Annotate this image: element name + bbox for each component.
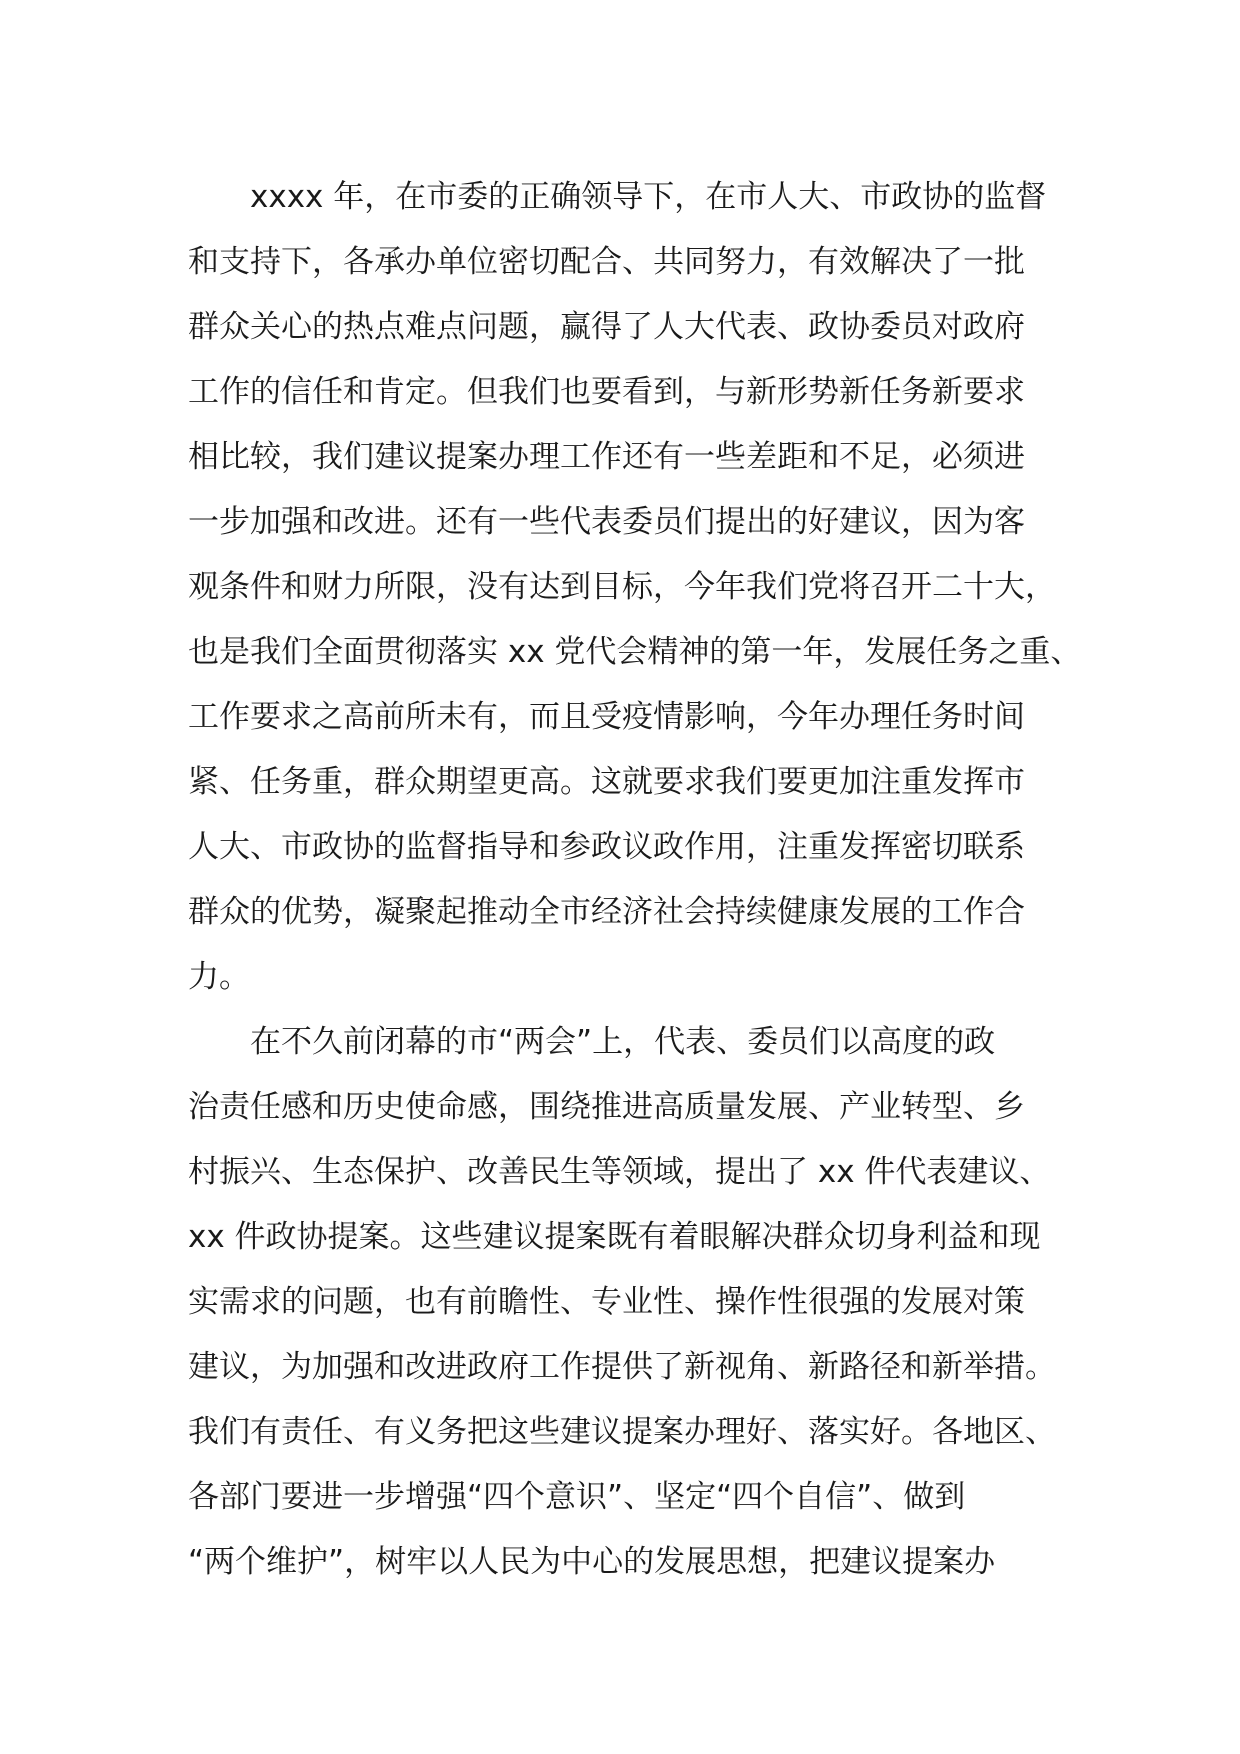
text-line: 力。 bbox=[188, 959, 250, 995]
text-line: 实需求的问题，也有前瞻性、专业性、操作性很强的发展对策 bbox=[188, 1284, 1025, 1320]
text-line: 我们有责任、有义务把这些建议提案办理好、落实好。各地区、 bbox=[188, 1414, 1056, 1450]
text-line: 一步加强和改进。还有一些代表委员们提出的好建议，因为客 bbox=[188, 504, 1025, 540]
paragraph-2 bbox=[188, 1010, 1088, 1595]
text-line: “两个维护”，树牢以人民为中心的发展思想，把建议提案办 bbox=[188, 1544, 996, 1580]
text-line: 和支持下，各承办单位密切配合、共同努力，有效解决了一批 bbox=[188, 244, 1025, 280]
text-line: xxxx 年，在市委的正确领导下，在市人大、市政协的监督 bbox=[250, 179, 1047, 215]
text-line: 在不久前闭幕的市“两会”上，代表、委员们以高度的政 bbox=[250, 1024, 996, 1060]
document-body bbox=[188, 165, 1088, 1595]
text-line: 各部门要进一步增强“四个意识”、坚定“四个自信”、做到 bbox=[188, 1479, 966, 1515]
text-line: 紧、任务重，群众期望更高。这就要求我们要更加注重发挥市 bbox=[188, 764, 1025, 800]
text-line: 建议，为加强和改进政府工作提供了新视角、新路径和新举措。 bbox=[188, 1349, 1056, 1385]
paragraph-1 bbox=[188, 165, 1088, 1010]
text-line: 人大、市政协的监督指导和参政议政作用，注重发挥密切联系 bbox=[188, 829, 1025, 865]
text-line: 群众关心的热点难点问题，赢得了人大代表、政协委员对政府 bbox=[188, 309, 1025, 345]
text-line: 相比较，我们建议提案办理工作还有一些差距和不足，必须进 bbox=[188, 439, 1025, 475]
text-line: 观条件和财力所限，没有达到目标，今年我们党将召开二十大， bbox=[188, 569, 1056, 605]
text-line: 工作要求之高前所未有，而且受疫情影响，今年办理任务时间 bbox=[188, 699, 1025, 735]
text-line: 工作的信任和肯定。但我们也要看到，与新形势新任务新要求 bbox=[188, 374, 1025, 410]
text-line: 村振兴、生态保护、改善民生等领域，提出了 xx 件代表建议、 bbox=[188, 1154, 1051, 1190]
text-line: xx 件政协提案。这些建议提案既有着眼解决群众切身利益和现 bbox=[188, 1219, 1041, 1255]
text-line: 群众的优势，凝聚起推动全市经济社会持续健康发展的工作合 bbox=[188, 894, 1025, 930]
text-line: 治责任感和历史使命感，围绕推进高质量发展、产业转型、乡 bbox=[188, 1089, 1025, 1125]
text-line: 也是我们全面贯彻落实 xx 党代会精神的第一年，发展任务之重、 bbox=[188, 634, 1082, 670]
